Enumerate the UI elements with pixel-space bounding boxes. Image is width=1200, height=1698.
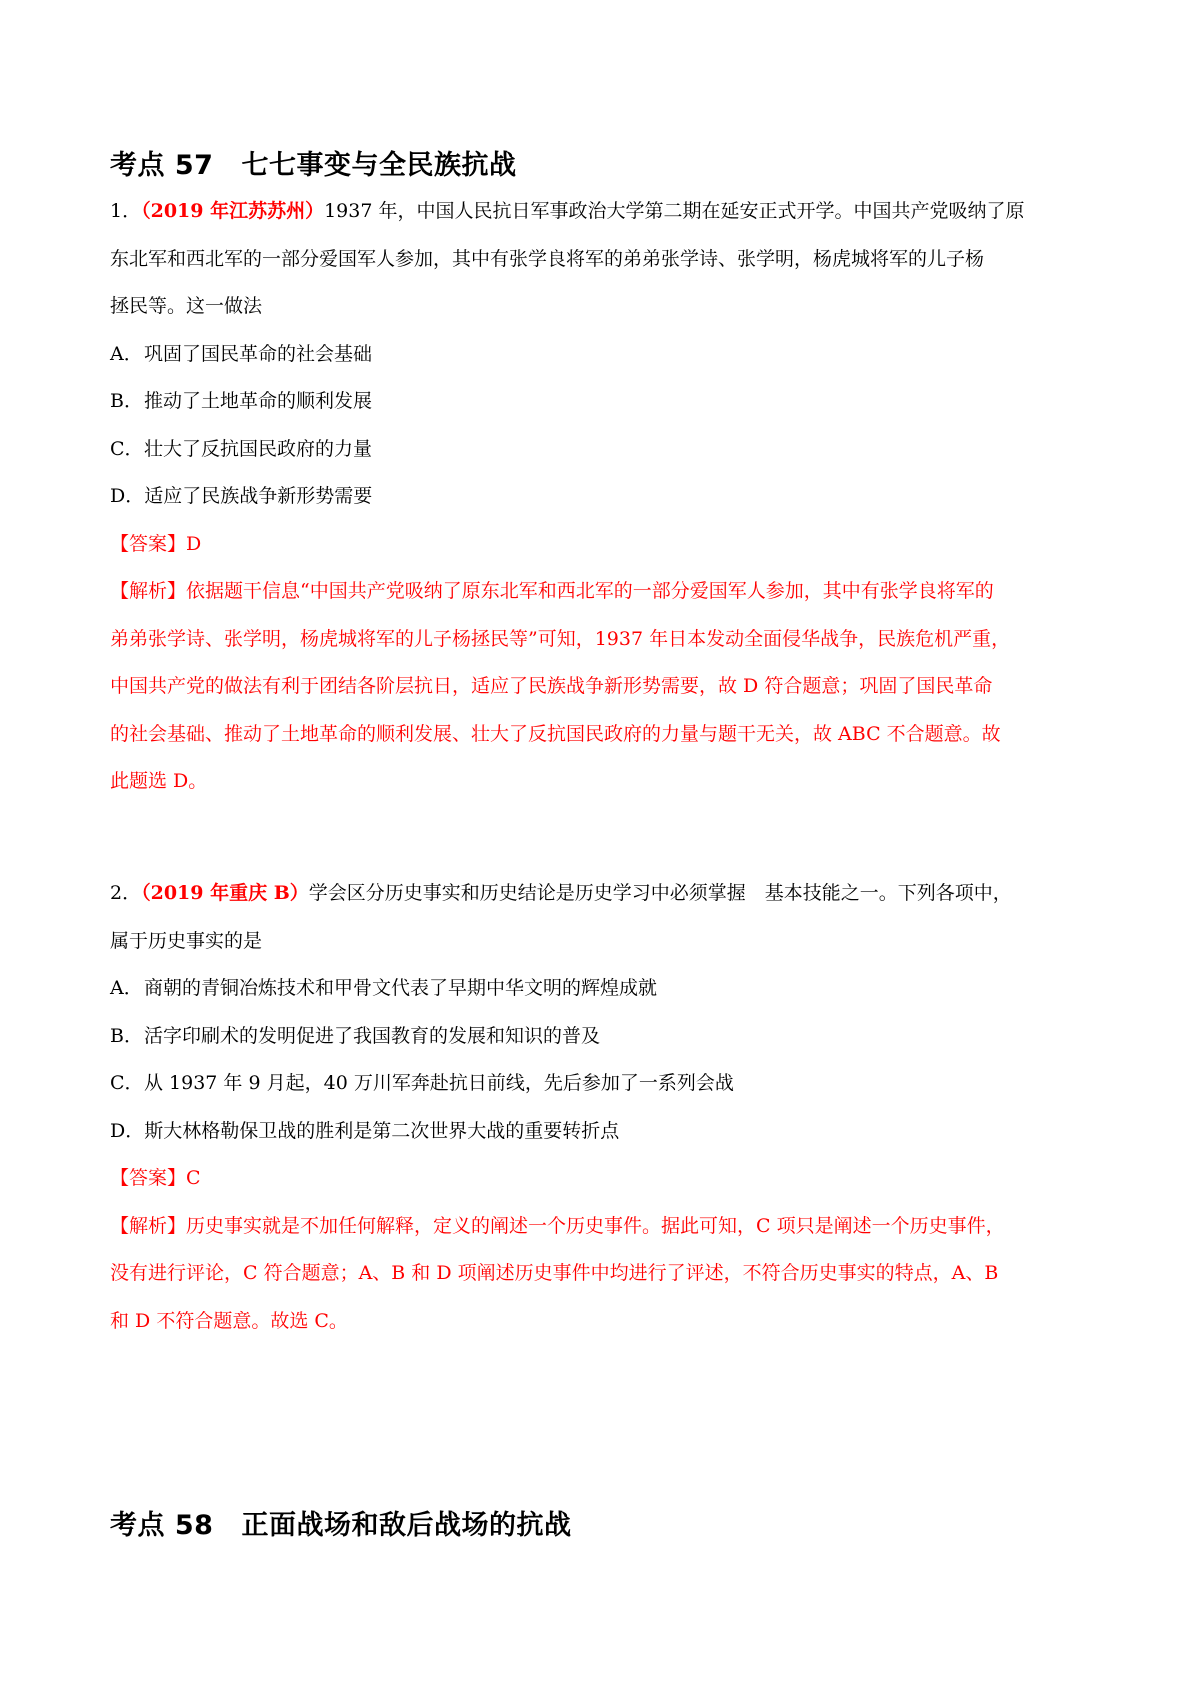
analysis-line: 没有进行评论，C 符合题意；A、B 和 D 项阐述历史事件中均进行了评述，不符合历史事实的特点，A、B [110, 1262, 999, 1284]
analysis-line [110, 1203, 1100, 1251]
question-stem-line [110, 188, 1100, 236]
option-b [110, 1013, 1100, 1061]
option-text: 巩固了国民革命的社会基础 [144, 342, 373, 365]
analysis-line: 的社会基础、推动了土地革命的顺利发展、壮大了反抗国民政府的力量与题干无关，故 ABC 不合题意。故 [110, 722, 1001, 745]
option-letter: D． [110, 485, 145, 507]
option-a [110, 965, 1100, 1013]
answer-line [110, 1155, 1100, 1203]
option-d [110, 473, 1100, 521]
option-c [110, 426, 1100, 474]
question-stem-line: 拯民等。这一做法 [110, 295, 263, 317]
analysis-label: 【解析】 [110, 580, 187, 602]
question-source: （2019 年江苏苏州） [141, 200, 325, 222]
analysis-text: 依据题干信息“中国共产党吸纳了原东北军和西北军的一部分爱国军人参加，其中有张学良将军的 [186, 580, 994, 602]
answer-value: D [186, 532, 202, 555]
answer-label: 【答案】 [110, 1167, 187, 1189]
question-number: 1． [110, 200, 142, 222]
option-text: 适应了民族战争新形势需要 [144, 485, 373, 507]
analysis-text: 历史事实就是不加任何解释，定义的阐述一个历史事件。据此可知，C 项只是阐述一个历史事件， [186, 1214, 1005, 1237]
option-d [110, 1108, 1100, 1156]
option-text: 从 1937 年 9 月起，40 万川军奔赴抗日前线，先后参加了一系列会战 [144, 1072, 734, 1094]
analysis-line: 弟弟张学诗、张学明，杨虎城将军的儿子杨拯民等”可知，1937 年日本发动全面侵华战争，民族危机严重， [110, 627, 1011, 650]
option-letter: A． [110, 977, 143, 999]
option-letter: C． [110, 1072, 144, 1094]
section-title: 正面战场和敌后战场的抗战 [241, 1510, 572, 1541]
option-letter: C． [110, 437, 144, 460]
option-c [110, 1060, 1100, 1108]
option-text: 推动了土地革命的顺利发展 [144, 390, 373, 412]
option-letter: B． [110, 390, 143, 412]
option-letter: B． [110, 1024, 143, 1047]
answer-label: 【答案】 [110, 532, 187, 555]
analysis-line [110, 568, 1100, 616]
question-stem-text: 1937 年，中国人民抗日军事政治大学第二期在延安正式开学。中国共产党吸纳了原 [324, 200, 1025, 222]
analysis-line: 此题选 D。 [110, 770, 208, 792]
analysis-label: 【解析】 [110, 1214, 187, 1237]
section-heading-57 [110, 143, 516, 182]
analysis-line: 中国共产党的做法有利于团结各阶层抗日，适应了民族战争新形势需要，故 D 符合题意；巩固了国民革命 [110, 675, 993, 697]
option-text: 商朝的青铜冶炼技术和甲骨文代表了早期中华文明的辉煌成就 [144, 977, 658, 999]
section-title: 七七事变与全民族抗战 [241, 150, 517, 181]
option-b [110, 378, 1100, 426]
answer-line [110, 521, 1100, 569]
question-stem-line: 东北军和西北军的一部分爱国军人参加，其中有张学良将军的弟弟张学诗、张学明，杨虎城将军的儿子杨 [110, 247, 985, 270]
question-number: 2． [110, 882, 142, 904]
option-text: 斯大林格勒保卫战的胜利是第二次世界大战的重要转折点 [144, 1119, 620, 1142]
option-a [110, 331, 1100, 379]
section-label: 考点 57 [110, 150, 214, 181]
question-1 [110, 188, 1100, 806]
section-label: 考点 58 [110, 1510, 214, 1541]
option-text: 活字印刷术的发明促进了我国教育的发展和知识的普及 [144, 1024, 601, 1047]
answer-value: C [186, 1167, 201, 1189]
analysis-line: 和 D 不符合题意。故选 C。 [110, 1309, 348, 1332]
question-stem-text: 学会区分历史事实和历史结论是历史学习中必须掌握 基本技能之一。下列各项中， [308, 882, 1012, 904]
option-letter: A． [110, 342, 143, 365]
question-stem-line: 属于历史事实的是 [110, 929, 263, 952]
question-source: （2019 年重庆 B） [141, 882, 309, 904]
section-heading-58 [110, 1503, 571, 1542]
option-text: 壮大了反抗国民政府的力量 [144, 437, 373, 460]
question-2 [110, 870, 1100, 1345]
option-letter: D． [110, 1119, 145, 1142]
question-stem-line [110, 870, 1100, 918]
